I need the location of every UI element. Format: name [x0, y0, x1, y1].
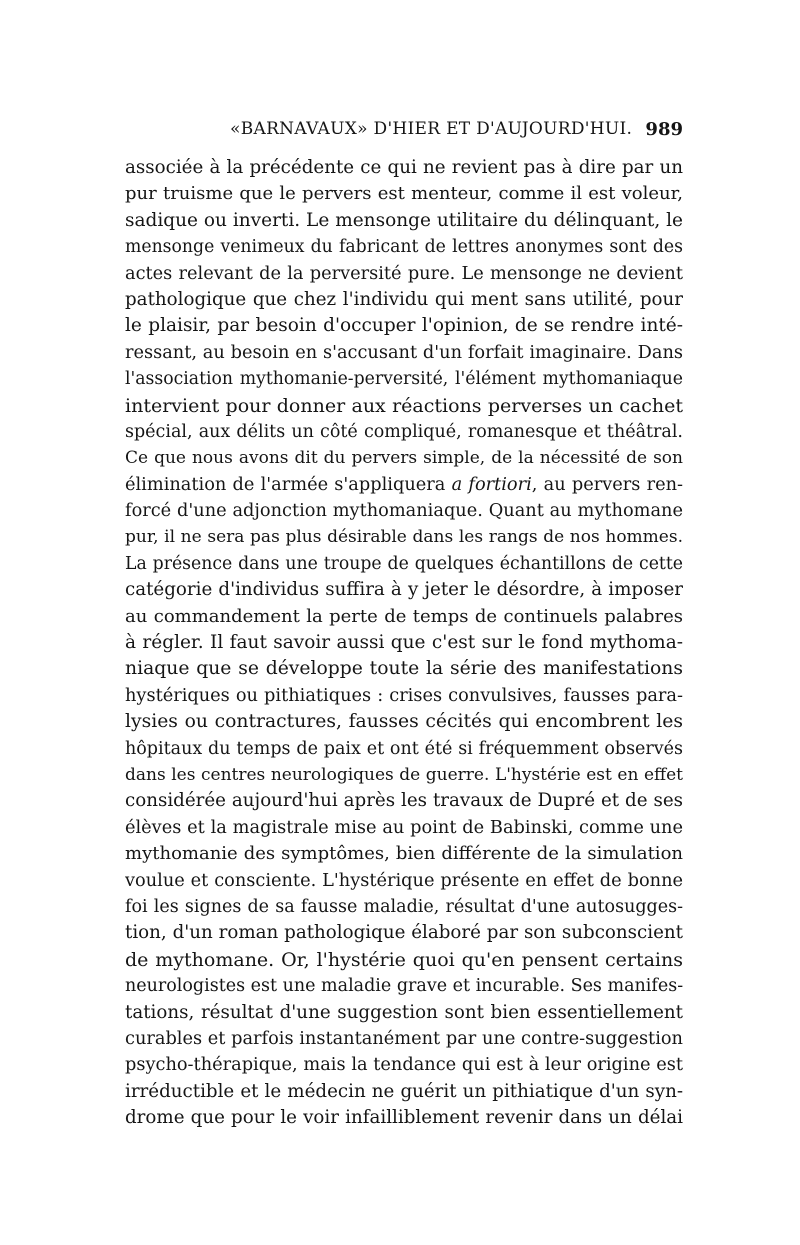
text-line: associée à la précédente ce qui ne revient pas à dire par un	[125, 157, 683, 178]
text-line: curables et parfois instantanément par une contre-suggestion	[125, 1028, 683, 1049]
text-line: pur, il ne sera pas plus désirable dans les rangs de nos hommes.	[125, 527, 683, 548]
running-title: «BARNAVAUX» D'HIER ET D'AUJOURD'HUI.	[230, 119, 633, 139]
text-line: à régler. Il faut savoir aussi que c'est sur le fond mythoma-	[125, 632, 683, 654]
text-line: foi les signes de sa fausse maladie, résultat d'une autosugges-	[125, 896, 683, 917]
text-line: de mythomane. Or, l'hystérie quoi qu'en pensent certains	[125, 948, 683, 971]
text-line: pathologique que chez l'individu qui ment sans utilité, pour	[125, 288, 683, 310]
italic-phrase: a fortiori	[451, 474, 532, 495]
text-line: l'association mythomanie-perversité, l'élément mythomaniaque	[125, 369, 683, 390]
text-line: La présence dans une troupe de quelques échantillons de cette	[125, 553, 683, 574]
text-segment: élimination de l'armée s'appliquera	[125, 474, 452, 495]
text-segment: , au pervers ren-	[531, 474, 683, 495]
body-text	[125, 155, 683, 1131]
text-line: mensonge venimeux du fabricant de lettres anonymes sont des	[125, 237, 683, 258]
text-line: considérée aujourd'hui après les travaux de Dupré et de ses	[125, 790, 683, 812]
text-line: psycho-thérapique, mais la tendance qui est à leur origine est	[125, 1055, 683, 1076]
text-line	[125, 472, 683, 498]
text-line: élèves et la magistrale mise au point de Babinski, comme une	[125, 817, 683, 838]
text-line: voulue et consciente. L'hystérique présente en effet de bonne	[125, 870, 683, 891]
text-line: spécial, aux délits un côté compliqué, romanesque et théâtral.	[125, 421, 683, 442]
text-line: neurologistes est une maladie grave et incurable. Ses manifes-	[125, 976, 683, 997]
text-line: au commandement la perte de temps de continuels palabres	[125, 605, 683, 627]
text-line: dans les centres neurologiques de guerre. L'hystérie est en effet	[125, 764, 683, 785]
text-line: niaque que se développe toute la série des manifestations	[125, 658, 683, 680]
text-line: hystériques ou pithiatiques : crises convulsives, fausses para-	[125, 685, 683, 706]
text-line: ressant, au besoin en s'accusant d'un forfait imaginaire. Dans	[125, 342, 683, 363]
page-number: 989	[645, 119, 683, 140]
text-line: hôpitaux du temps de paix et ont été si fréquemment observés	[125, 738, 683, 759]
text-line: tion, d'un roman pathologique élaboré par son subconscient	[125, 922, 683, 944]
text-line: actes relevant de la perversité pure. Le mensonge ne devient	[125, 263, 683, 284]
text-line: drome que pour le voir infailliblement revenir dans un délai	[125, 1107, 683, 1129]
text-line: pur truisme que le pervers est menteur, comme il est voleur,	[125, 183, 683, 205]
text-line: le plaisir, par besoin d'occuper l'opinion, de se rendre inté-	[125, 315, 683, 337]
text-line: lysies ou contractures, fausses cécités qui encombrent les	[125, 711, 683, 733]
text-line: catégorie d'individus suffira à y jeter le désordre, à imposer	[125, 579, 683, 601]
text-line: forcé d'une adjonction mythomaniaque. Quant au mythomane	[125, 501, 683, 522]
text-line: mythomanie des symptômes, bien différente de la simulation	[125, 843, 683, 865]
running-head	[125, 119, 683, 143]
text-line: irréductible et le médecin ne guérit un pithiatique d'un syn-	[125, 1080, 683, 1102]
text-line: sadique ou inverti. Le mensonge utilitaire du délinquant, le	[125, 209, 683, 231]
text-line: tations, résultat d'une suggestion sont bien essentiellement	[125, 1001, 683, 1023]
text-line: intervient pour donner aux réactions perverses un cachet	[125, 394, 683, 417]
text-line: Ce que nous avons dit du pervers simple, de la nécessité de son	[125, 448, 683, 469]
